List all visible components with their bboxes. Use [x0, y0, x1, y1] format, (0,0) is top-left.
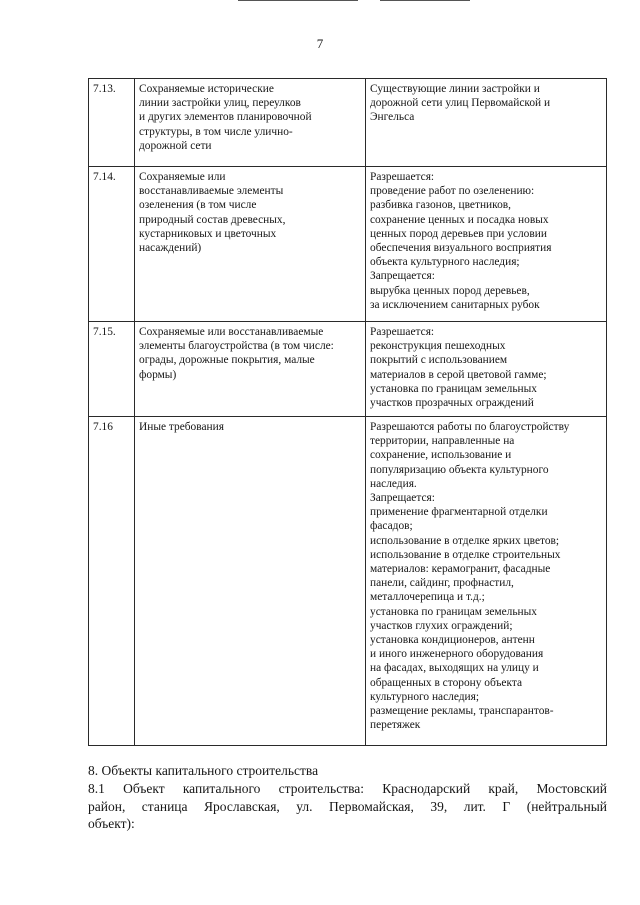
section-paragraph: 8.1 Объект капитального строительства: Краснодарский край, Мостовский район, станица Ярославская, ул. Первомайская, 39, лит. Г (нейтральный объект):: [88, 781, 607, 831]
page-number: 7: [316, 36, 324, 51]
requirement-name: Сохраняемые или восстанавливаемые элементы благоустройства (в том числе: ограды, дорожные покрытия, малые формы): [135, 322, 366, 417]
table-row: [89, 79, 607, 167]
row-number: 7.13.: [89, 79, 135, 167]
requirement-name: Иные требования: [135, 417, 366, 746]
scan-artifact-line: [238, 0, 358, 1]
requirement-value: Разрешается: проведение работ по озеленению: разбивка газонов, цветников, сохранение ценных и посадка новых ценных пород деревьев при условии обеспечения визуального восприятия объекта культурного наследия; Запрещается: вырубка ценных пород деревьев, за исключением санитарных рубок: [366, 167, 607, 322]
requirements-table: [88, 78, 607, 746]
row-number: 7.16: [89, 417, 135, 746]
requirement-value: Разрешается: реконструкция пешеходных покрытий с использованием материалов в серой цветовой гамме; установка по границам земельных участков прозрачных ограждений: [366, 322, 607, 417]
table-row: [89, 417, 607, 746]
row-number: 7.15.: [89, 322, 135, 417]
requirement-name: Сохраняемые или восстанавливаемые элементы озеленения (в том числе природный состав древесных, кустарниковых и цветочных насаждений): [135, 167, 366, 322]
table-row: [89, 322, 607, 417]
table-row: [89, 167, 607, 322]
requirement-value: Существующие линии застройки и дорожной сети улиц Первомайской и Энгельса: [366, 79, 607, 167]
requirement-name: Сохраняемые исторические линии застройки улиц, переулков и других элементов планировочной структуры, в том числе улично- дорожной сети: [135, 79, 366, 167]
row-number: 7.14.: [89, 167, 135, 322]
requirement-value: Разрешаются работы по благоустройству территории, направленные на сохранение, использование и популяризацию объекта культурного наследия. Запрещается: применение фрагментарной отделки фасадов; использование в отделке ярких цветов; использование в отделке строительных материалов: керамогранит, фасадные панели, сайдинг, профнастил, металлочерепица и т.д.; установка по границам земельных участков глухих ограждений; установка кондиционеров, антенн и иного инженерного оборудования на фасадах, выходящих на улицу и обращенных в сторону объекта культурного наследия; размещение рекламы, транспарантов- перетяжек: [366, 417, 607, 746]
section-heading: 8. Объекты капитального строительства: [88, 763, 319, 778]
scan-artifact-line: [380, 0, 470, 1]
